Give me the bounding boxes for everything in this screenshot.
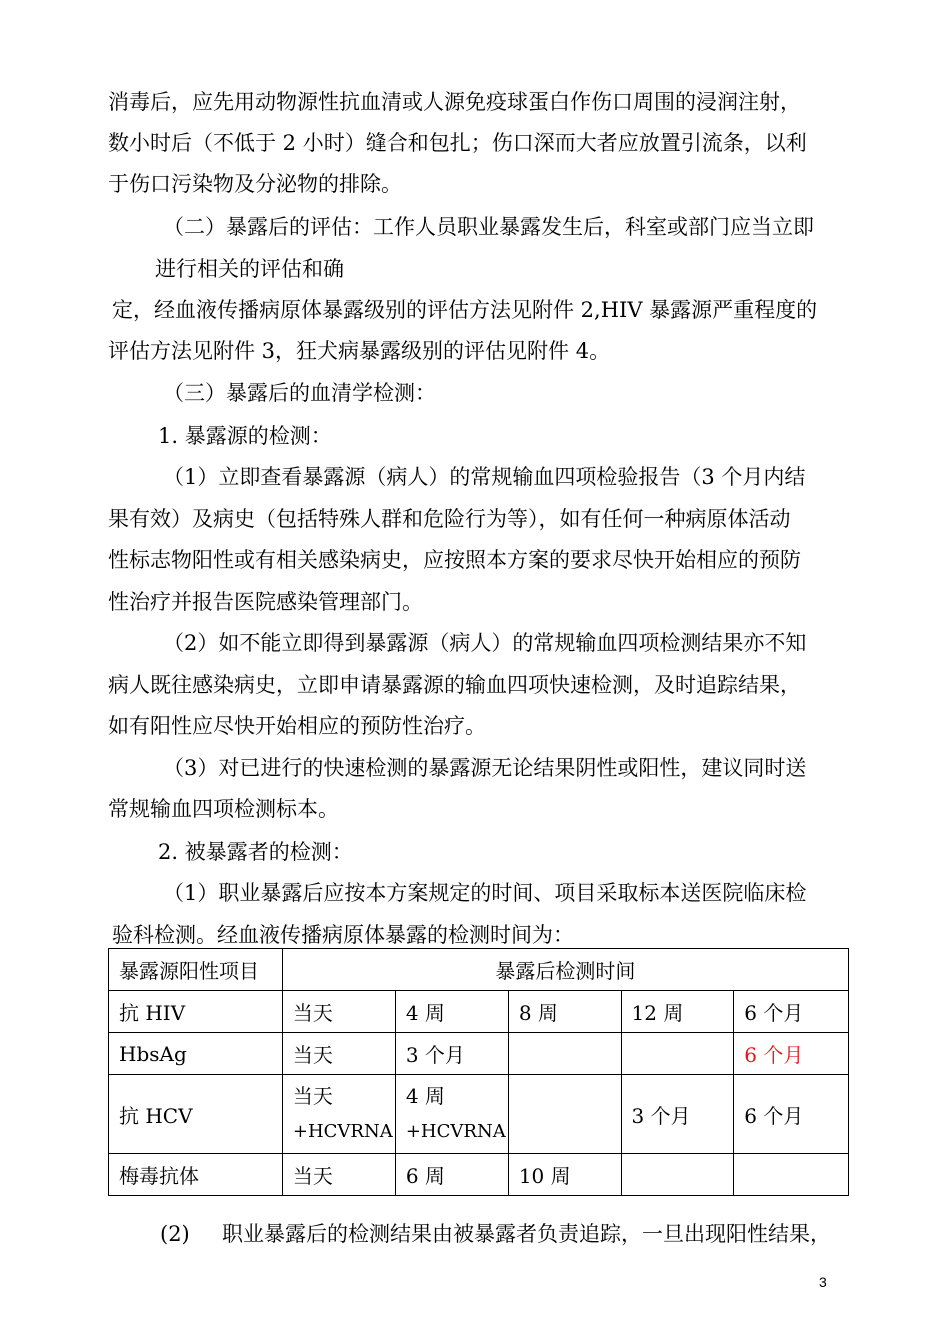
table-cell <box>621 1033 734 1075</box>
table-cell <box>282 1075 395 1154</box>
table-cell <box>734 1154 849 1196</box>
text-line: 验科检测。经血液传播病原体暴露的检测时间为： <box>112 923 574 947</box>
text-line: 进行相关的评估和确 <box>155 257 344 281</box>
table-cell: 6 个月 <box>734 1075 849 1154</box>
table-cell: 12 周 <box>621 991 734 1033</box>
text-line: 消毒后，应先用动物源性抗血清或人源免疫球蛋白作伤口周围的浸润注射， <box>108 90 801 114</box>
table-cell-sub: +HCVRNA <box>405 1121 506 1142</box>
table-cell <box>621 1154 734 1196</box>
table-row <box>109 991 849 1033</box>
table-cell: 4 周 <box>395 991 508 1033</box>
table-cell: 6 个月 <box>734 991 849 1033</box>
table-row-label: HbsAg <box>109 1033 283 1075</box>
table-cell: 6 周 <box>395 1154 508 1196</box>
table-row <box>109 1075 849 1154</box>
table-cell-main: 当天 <box>292 1084 333 1108</box>
table-cell: 8 周 <box>508 991 621 1033</box>
table-cell <box>508 1033 621 1075</box>
text-line: 如有阳性应尽快开始相应的预防性治疗。 <box>108 714 486 738</box>
section-heading-assessment: （二）暴露后的评估：工作人员职业暴露发生后，科室或部门应当立即 <box>163 215 814 239</box>
table-cell-highlighted: 6 个月 <box>734 1033 849 1075</box>
table-cell-main: 4 周 <box>405 1084 445 1108</box>
table-header-cell: 暴露源阳性项目 <box>109 949 283 991</box>
table-row-label: 抗 HCV <box>109 1075 283 1154</box>
section-heading-serology: （三）暴露后的血清学检测： <box>163 381 436 405</box>
table-cell: 3 个月 <box>395 1033 508 1075</box>
table-cell: 当天 <box>282 1154 395 1196</box>
text-line: （2）如不能立即得到暴露源（病人）的常规输血四项检测结果亦不知 <box>163 631 807 655</box>
table-row <box>109 1033 849 1075</box>
text-line: 病人既往感染病史，立即申请暴露源的输血四项快速检测，及时追踪结果， <box>108 673 801 697</box>
text-line: 定，经血液传播病原体暴露级别的评估方法见附件 2,HIV 暴露源严重程度的 <box>112 298 818 322</box>
table-cell <box>395 1075 508 1154</box>
text-line: （1）立即查看暴露源（病人）的常规输血四项检验报告（3 个月内结 <box>163 465 806 489</box>
subheading-source-test: 1. 暴露源的检测： <box>158 424 332 448</box>
table-row-label: 抗 HIV <box>109 991 283 1033</box>
table-row-label: 梅毒抗体 <box>109 1154 283 1196</box>
text-line: 职业暴露后的检测结果由被暴露者负责追踪，一旦出现阳性结果， <box>222 1222 831 1246</box>
table-cell <box>508 1075 621 1154</box>
table-header-cell: 暴露后检测时间 <box>282 949 848 991</box>
text-line: 评估方法见附件 3，狂犬病暴露级别的评估见附件 4。 <box>108 339 611 363</box>
text-line: （1）职业暴露后应按本方案规定的时间、项目采取标本送医院临床检 <box>163 881 807 905</box>
text-line: 数小时后（不低于 2 小时）缝合和包扎；伤口深而大者应放置引流条，以利 <box>108 131 807 155</box>
page-number: 3 <box>819 1274 827 1290</box>
text-line: （3）对已进行的快速检测的暴露源无论结果阴性或阳性，建议同时送 <box>163 756 807 780</box>
text-line: 果有效）及病史（包括特殊人群和危险行为等），如有任何一种病原体活动 <box>108 507 791 531</box>
text-line: 性治疗并报告医院感染管理部门。 <box>108 590 423 614</box>
table-cell: 当天 <box>282 1033 395 1075</box>
table-cell: 3 个月 <box>621 1075 734 1154</box>
test-schedule-table <box>108 948 849 1196</box>
table-row <box>109 1154 849 1196</box>
table-cell: 10 周 <box>508 1154 621 1196</box>
subheading-exposed-test: 2. 被暴露者的检测： <box>158 840 353 864</box>
paragraph-number: (2) <box>160 1222 190 1246</box>
table-cell: 当天 <box>282 991 395 1033</box>
text-line: 于伤口污染物及分泌物的排除。 <box>108 172 402 196</box>
text-line: 性标志物阳性或有相关感染病史，应按照本方案的要求尽快开始相应的预防 <box>108 548 801 572</box>
text-line: 常规输血四项检测标本。 <box>108 797 339 821</box>
table-cell-sub: +HCVRNA <box>292 1121 393 1142</box>
table-header-row <box>109 949 849 991</box>
